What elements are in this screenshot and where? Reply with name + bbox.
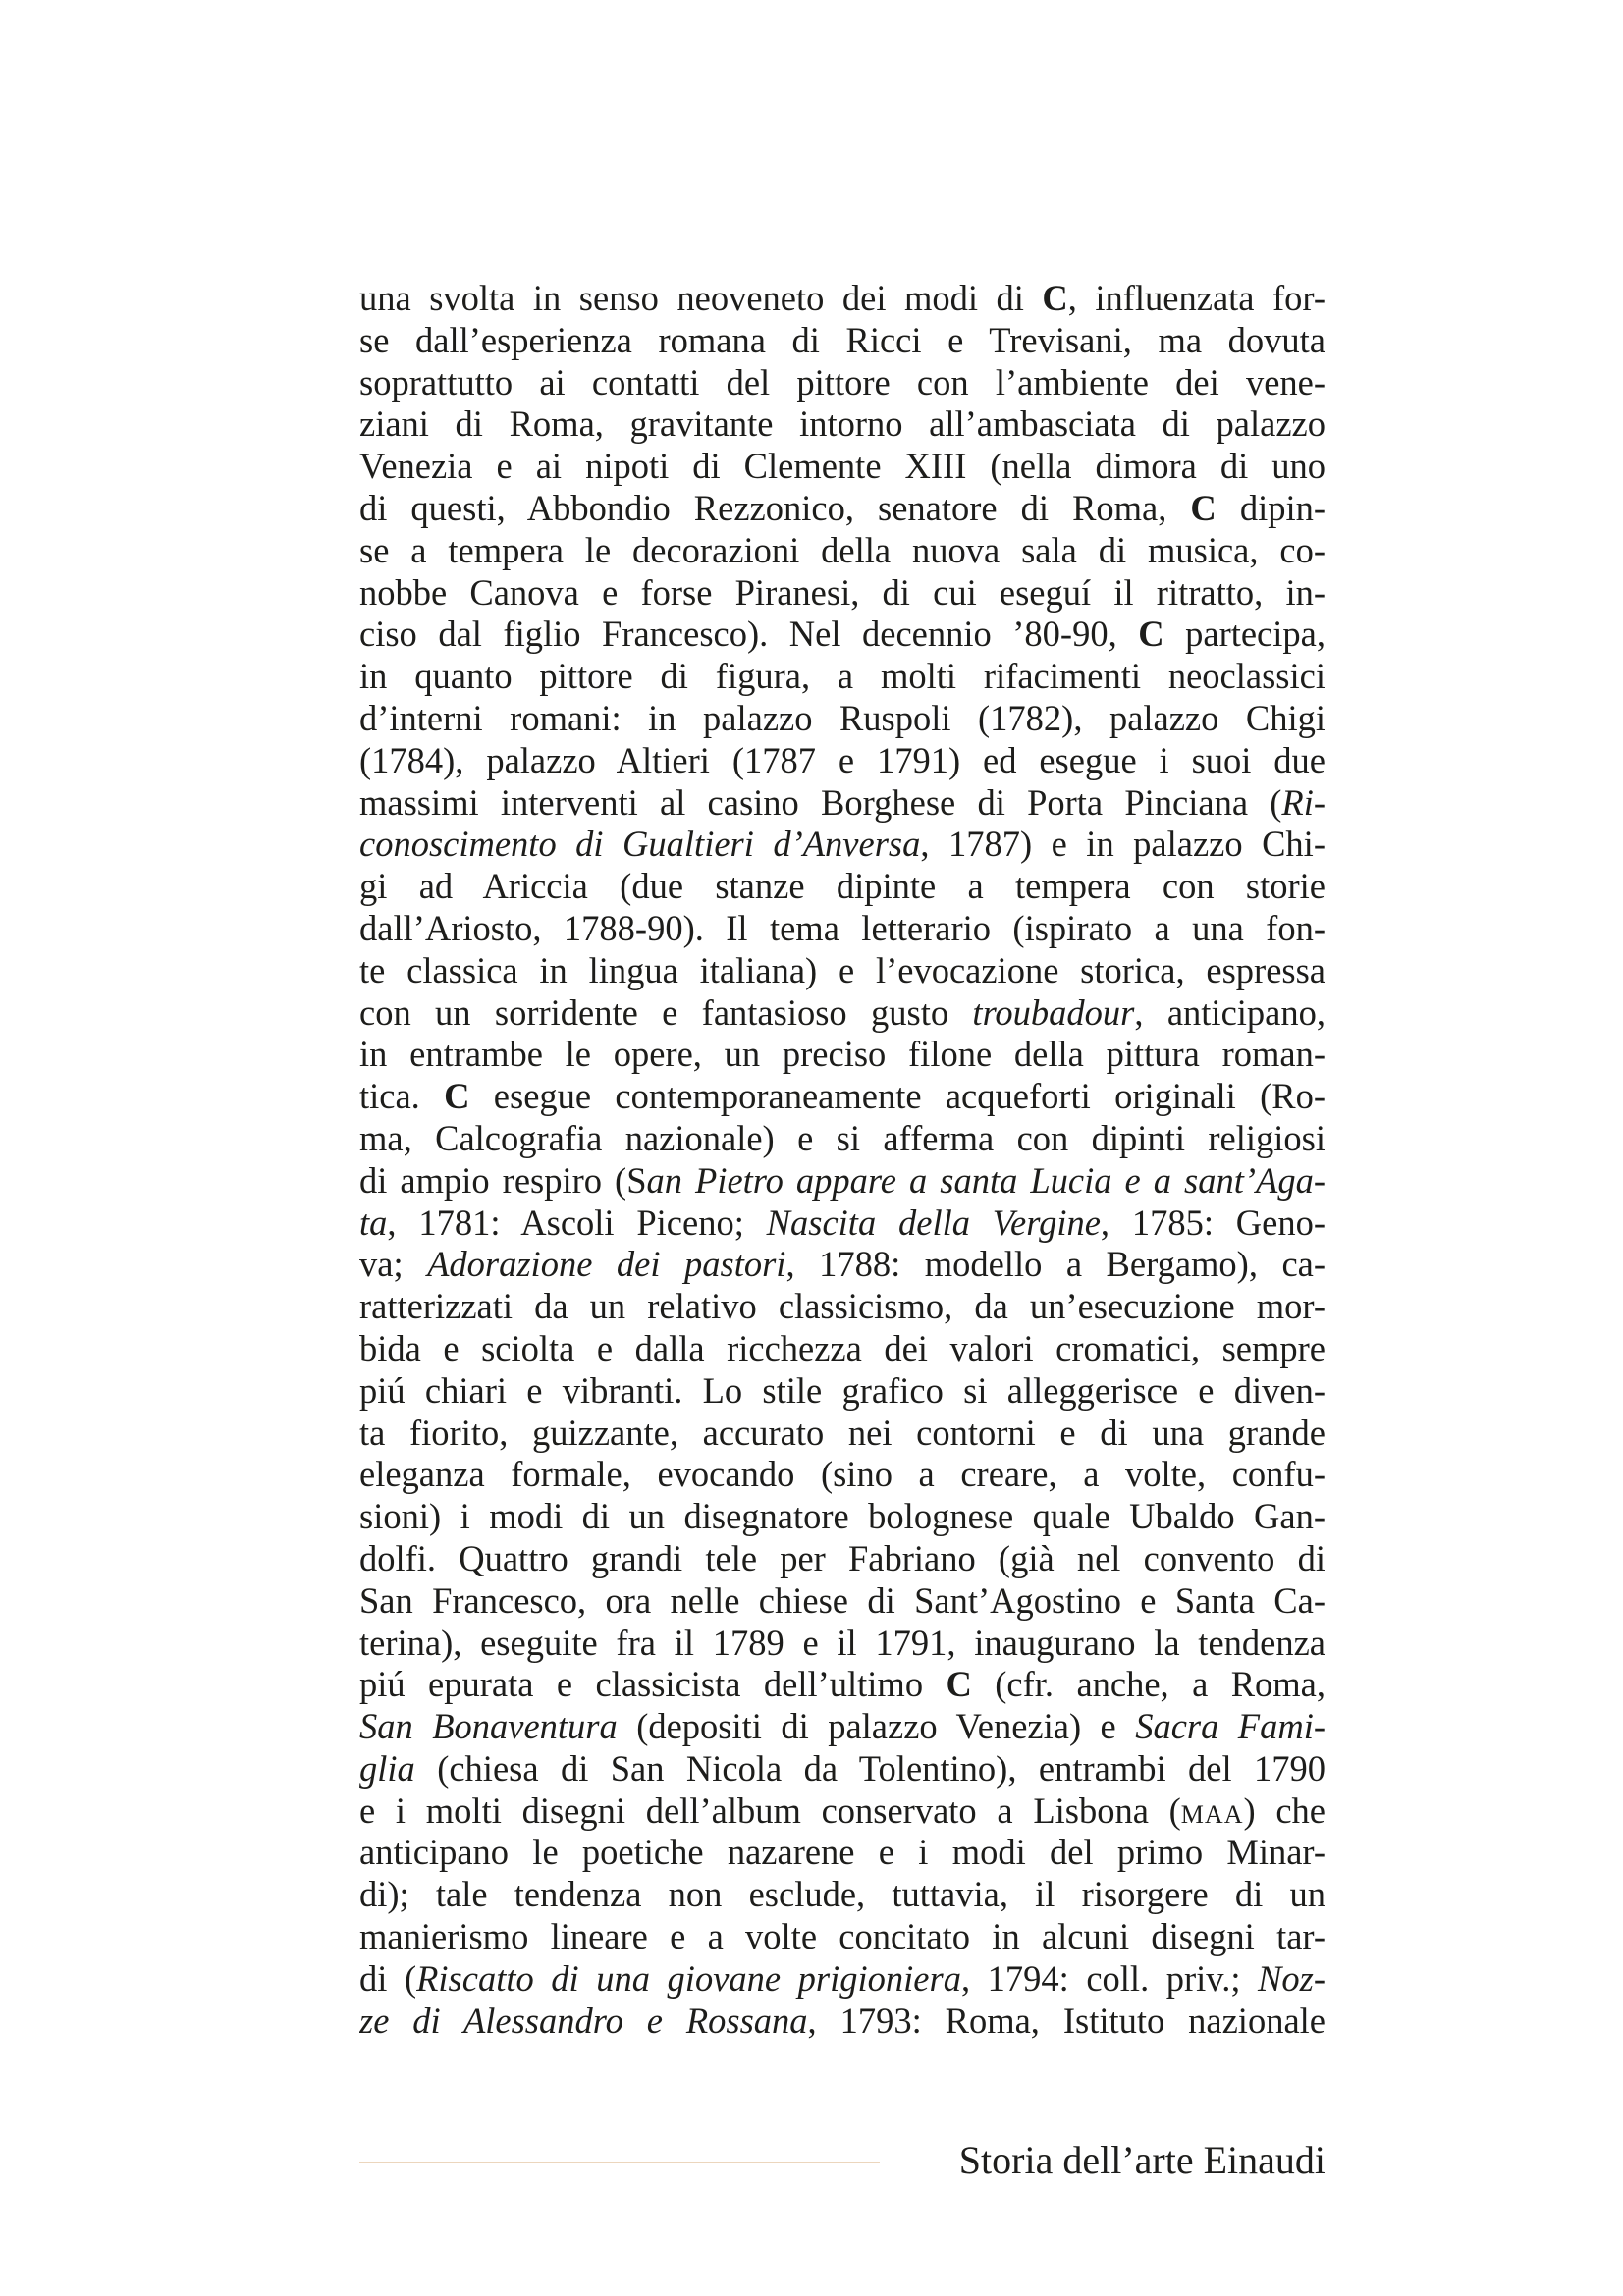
text-line [359,782,1325,825]
text-line [359,1328,1325,1370]
italic-title: Ri- [1281,781,1325,823]
text-segment: , 1788: modello a Bergamo), ca- [785,1244,1325,1285]
text-segment: va; [359,1244,428,1285]
italic-title: an Pietro appare a santa Lucia e a sant’Aga- [646,1159,1325,1201]
text-segment: dipin- [1216,487,1325,528]
text-line [359,2001,1325,2043]
text-segment: piú epurata e classicista dell’ultimo [359,1664,947,1705]
text-line [359,1748,1325,1790]
text-segment: di questi, Abbondio Rezzonico, senatore di Roma, [359,487,1191,528]
text-line [359,488,1325,530]
artist-initial: C [946,1664,972,1705]
italic-title: ze di Alessandro e Rossana [359,2000,808,2041]
footer-title: Storia dell’arte Einaudi [958,2138,1325,2182]
text-segment: San Francesco, ora nelle chiese di Sant’Agostino e Santa Ca- [359,1579,1325,1621]
text-segment: una svolta in senso neoveneto dei modi di [359,278,1043,318]
text-line [359,362,1325,404]
text-segment: manierismo lineare e a volte concitato in alcuni disegni tar- [359,1916,1325,1957]
artist-initial: C [1042,278,1068,318]
text-segment: , 1787) e in palazzo Chi- [920,824,1325,865]
text-line [359,1454,1325,1496]
text-line [359,1538,1325,1580]
text-line [359,1790,1325,1833]
text-segment: se a tempera le decorazioni della nuova sala di musica, co- [359,529,1325,570]
text-segment: (cfr. anche, a Roma, [971,1664,1325,1705]
text-segment: anticipano le poetiche nazarene e i modi del primo Minar- [359,1832,1325,1873]
text-segment: massimi interventi al casino Borghese di Porta Pinciana ( [359,781,1282,823]
text-segment: se dall’esperienza romana di Ricci e Trevisani, ma dovuta [359,319,1325,360]
text-segment: te classica in lingua italiana) e l’evocazione storica, espressa [359,949,1325,990]
text-line [359,908,1325,950]
text-segment: in entrambe le opere, un preciso filone della pittura roman- [359,1034,1325,1075]
text-line [359,1160,1325,1202]
text-segment: ciso dal figlio Francesco). Nel decennio ’80-90, [359,614,1139,655]
text-segment: in quanto pittore di figura, a molti rifacimenti neoclassici [359,656,1325,697]
text-segment: ziani di Roma, gravitante intorno all’ambasciata di palazzo [359,403,1325,445]
text-line [359,866,1325,908]
text-segment: ) che [1243,1789,1325,1831]
text-line [359,992,1325,1035]
text-segment: (depositi di palazzo Venezia) e [617,1706,1136,1747]
text-segment: bida e sciolta e dalla ricchezza dei valori cromatici, sempre [359,1327,1325,1368]
artist-initial: C [444,1076,470,1117]
text-segment: piú chiari e vibranti. Lo stile grafico si alleggerisce e diven- [359,1369,1325,1411]
text-segment: di ( [359,1957,417,1999]
text-segment: partecipa, [1163,614,1325,655]
text-line [359,1623,1325,1665]
footer-rule [359,2162,880,2163]
italic-title: Adorazione dei pastori [427,1244,786,1285]
text-segment: ratterizzati da un relativo classicismo, da un’esecuzione mor- [359,1286,1325,1327]
text-line [359,824,1325,866]
text-segment: , anticipano, [1134,991,1325,1033]
italic-title: glia [359,1747,415,1789]
text-segment: soprattutto ai contatti del pittore con l’ambiente dei vene- [359,361,1325,402]
text-line [359,1286,1325,1328]
text-line [359,1664,1325,1706]
body-text [359,278,1325,2042]
text-line [359,698,1325,740]
italic-title: Nascita della Vergine [766,1201,1101,1243]
text-segment: , influenzata for- [1067,278,1325,318]
artist-initial: C [1190,487,1217,528]
text-segment: gi ad Ariccia (due stanze dipinte a tempera con storie [359,866,1325,907]
text-line [359,1580,1325,1623]
italic-title: Sacra Fami- [1135,1706,1325,1747]
text-segment: di); tale tendenza non esclude, tuttavia, il risorgere di un [359,1874,1325,1915]
text-line [359,1244,1325,1286]
text-segment: esegue contemporaneamente acqueforti originali (Ro- [469,1076,1325,1117]
artist-initial: C [1138,614,1164,655]
text-segment: eleganza formale, evocando (sino a creare, a volte, confu- [359,1454,1325,1495]
text-line [359,530,1325,572]
text-segment: terina), eseguite fra il 1789 e il 1791, inaugurano la tendenza [359,1622,1325,1663]
text-segment: dolfi. Quattro grandi tele per Fabriano (già nel convento di [359,1537,1325,1578]
text-line [359,950,1325,992]
text-line [359,1706,1325,1748]
text-line [359,1034,1325,1076]
text-line [359,1370,1325,1413]
text-line [359,656,1325,698]
text-line [359,740,1325,782]
text-segment: Venezia e ai nipoti di Clemente XIII (nella dimora di uno [359,446,1325,487]
text-line [359,1874,1325,1916]
text-line [359,1496,1325,1538]
text-segment: ma, Calcografia nazionale) e si afferma con dipinti religiosi [359,1117,1325,1158]
text-segment: di ampio respiro (S [359,1159,647,1201]
italic-title: ta [359,1201,388,1243]
text-segment: dall’Ariosto, 1788-90). Il tema letterario (ispirato a una fon- [359,907,1325,948]
text-line [359,403,1325,446]
text-segment: con un sorridente e fantasioso gusto [359,991,973,1033]
text-segment: (1784), palazzo Altieri (1787 e 1791) ed esegue i suoi due [359,739,1325,780]
text-line [359,1118,1325,1160]
text-line [359,278,1325,320]
italic-title: conoscimento di Gualtieri d’Anversa [359,824,921,865]
text-line [359,320,1325,362]
text-line [359,446,1325,488]
text-segment: , 1781: Ascoli Piceno; [387,1201,767,1243]
text-line [359,614,1325,656]
text-segment: maa [1180,1789,1244,1831]
text-line [359,1916,1325,1958]
text-segment: , 1794: coll. priv.; [960,1957,1259,1999]
text-segment: tica. [359,1076,445,1117]
text-line [359,572,1325,614]
text-line [359,1832,1325,1874]
text-line [359,1958,1325,2001]
italic-title: Noz- [1258,1957,1325,1999]
text-segment: e i molti disegni dell’album conservato a Lisbona ( [359,1789,1181,1831]
text-segment: d’interni romani: in palazzo Ruspoli (1782), palazzo Chigi [359,697,1325,738]
text-line [359,1413,1325,1455]
text-line [359,1202,1325,1245]
text-segment: (chiesa di San Nicola da Tolentino), entrambi del 1790 [414,1747,1325,1789]
text-line [359,1076,1325,1118]
italic-title: San Bonaventura [359,1706,618,1747]
text-segment: nobbe Canova e forse Piranesi, di cui eseguí il ritratto, in- [359,571,1325,613]
italic-title: Riscatto di una giovane prigioniera [416,1957,961,1999]
text-segment: , 1785: Geno- [1100,1201,1325,1243]
text-segment: sioni) i modi di un disegnatore bolognese quale Ubaldo Gan- [359,1496,1325,1537]
text-segment: ta fiorito, guizzante, accurato nei contorni e di una grande [359,1412,1325,1453]
text-segment: , 1793: Roma, Istituto nazionale [807,2000,1325,2041]
italic-title: troubadour [972,991,1135,1033]
